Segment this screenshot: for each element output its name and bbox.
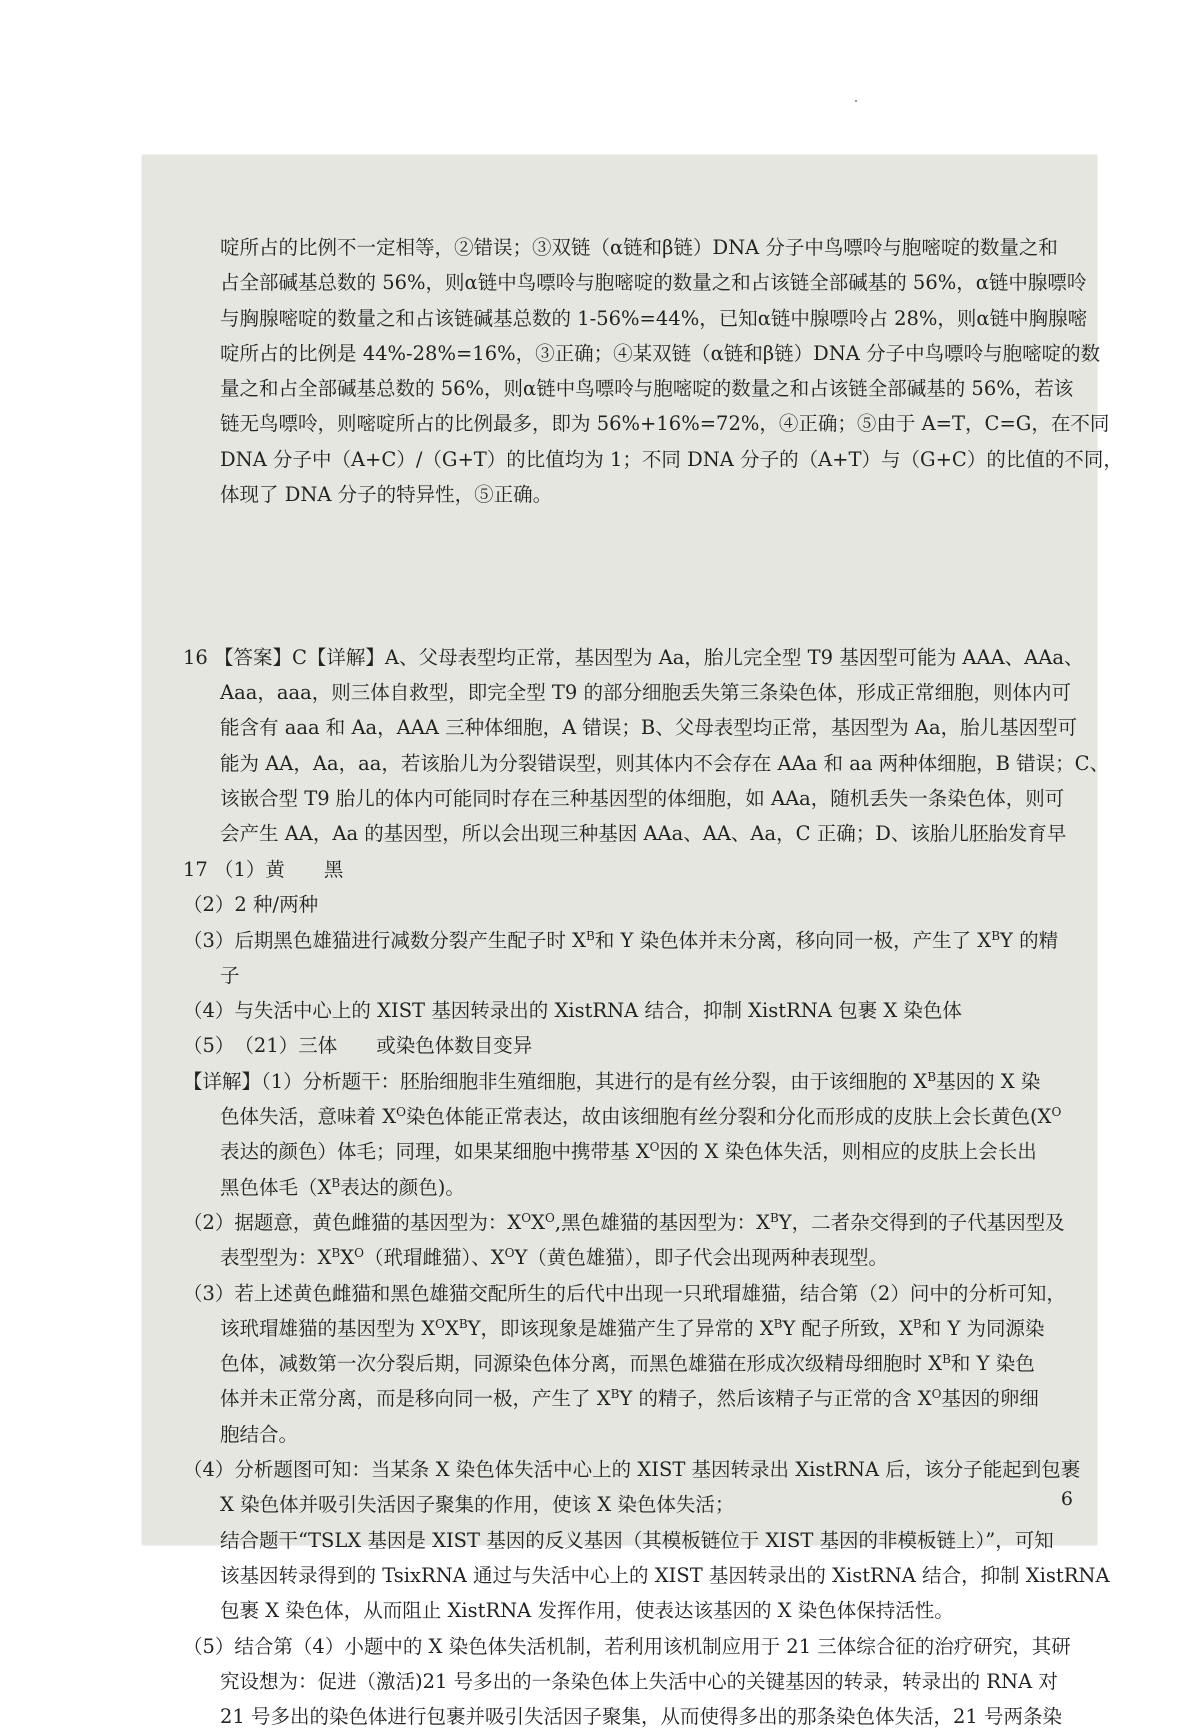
- text-line: 啶所占的比例不一定相等，②错误；③双链（α链和β链）DNA 分子中鸟嘌呤与胞嘧啶的数量之和: [220, 236, 1058, 259]
- detail-4-line2: X 染色体并吸引失活因子聚集的作用，使该 X 染色体失活；: [220, 1493, 735, 1517]
- q17-answer-3-cont: 子: [220, 963, 240, 987]
- detail-5-line2: 究设想为：促进（激活)21 号多出的一条染色体上失活中心的关键基因的转录，转录出的 RNA 对: [220, 1669, 1058, 1693]
- text-line: 链无鸟嘌呤，则嘧啶所占的比例最多，即为 56%+16%=72%，④正确；⑤由于 A=T，C=G，在不同: [220, 412, 1110, 436]
- q16-answer-continued: [220, 675, 1109, 851]
- detail-1-line3: 表达的颜色）体毛；同理，如果某细胞中携带基 $X^O$因的 X 染色体失活，则相应的皮肤上会长出: [220, 1140, 1037, 1164]
- detail-1-line1: 【详解】（1）分析题干：胚胎细胞非生殖细胞，其进行的是有丝分裂，由于该细胞的 $X^B$基因的 X 染: [183, 1069, 1041, 1093]
- text-line: 啶所占的比例是 44%-28%=16%，③正确；④某双链（α链和β链）DNA 分子中鸟嘌呤与胞嘧啶的数: [220, 341, 1101, 365]
- detail-2-line1: （2）据题意，黄色雌猫的基因型为：$X^OX^O$,黑色雄猫的基因型为：$X^BY$，二者杂交得到的子代基因型及: [183, 1210, 1065, 1234]
- detail-2-line2: 表型型为：$X^BX^O$（玳瑁雌猫）、$X^OY$（黄色雄猫），即子代会出现两种表现型。: [220, 1246, 889, 1270]
- text-line: 16 【答案】C【详解】A、父母表型均正常，基因型为 Aa，胎儿完全型 T9 基因型可能为 AAA、AAa、: [183, 646, 1084, 669]
- detail-5-line1: （5）结合第（4）小题中的 X 染色体失活机制，若利用该机制应用于 21 三体综合征的治疗研究，其研: [183, 1634, 1071, 1658]
- q17-answer-4: （4）与失活中心上的 XIST 基因转录出的 XistRNA 结合，抑制 XistRNA 包裹 X 染色体: [183, 999, 962, 1023]
- q15-explanation-tail: [220, 230, 1123, 512]
- q17-answer-2: （2）2 种/两种: [183, 893, 319, 917]
- q17-answer-5: （5） （21）三体 或染色体数目变异: [183, 1034, 533, 1058]
- detail-1-line4: 黑色体毛（$X^B$表达的颜色)。: [220, 1175, 465, 1199]
- q16-answer-first-line: [183, 640, 1083, 675]
- detail-1-line2: 色体失活，意味着 $X^O$染色体能正常表达，故由该细胞有丝分裂和分化而形成的皮肤上会长黄色($X^O$: [220, 1105, 1062, 1129]
- text-line: 占全部碱基总数的 56%，则α链中鸟嘌呤与胞嘧啶的数量之和占该链全部碱基的 56%，α链中腺嘌呤: [220, 271, 1087, 295]
- q17-section: [183, 852, 1110, 1734]
- detail-3-line1: （3）若上述黄色雌猫和黑色雄猫交配所生的后代中出现一只玳瑁雄猫，结合第（2）问中的分析可知，: [183, 1281, 1066, 1305]
- detail-4-line3: 结合题干“TSLX 基因是 XIST 基因的反义基因（其模板链位于 XIST 基因的非模板链上）”，可知: [220, 1528, 1054, 1552]
- text-line: 会产生 AA，Aa 的基因型，所以会出现三种基因 AAa、AA、Aa，C 正确；D、该胎儿胚胎发育早: [220, 822, 1067, 846]
- detail-3-line5: 胞结合。: [220, 1422, 299, 1446]
- text-line: 能为 AA，Aa，aa，若该胎儿为分裂错误型，则其体内不会存在 AAa 和 aa 两种体细胞，B 错误；C、: [220, 751, 1110, 775]
- detail-4-line1: （4）分析题图可知：当某条 X 染色体失活中心上的 XIST 基因转录出 XistRNA 后，该分子能起到包裹: [183, 1458, 1081, 1482]
- text-line: 与胸腺嘧啶的数量之和占该链碱基总数的 1-56%=44%，已知α链中腺嘌呤占 28%，则α链中胸腺嘧: [220, 306, 1088, 330]
- q17-answer-1: 17 （1）黄 黑: [183, 858, 344, 881]
- stray-dot: [855, 100, 857, 102]
- text-line: 该嵌合型 T9 胎儿的体内可能同时存在三种基因型的体细胞，如 AAa，随机丢失一条染色体，则可: [220, 786, 1065, 810]
- detail-5-line3: 21 号多出的染色体进行包裹并吸引失活因子聚集，从而使得多出的那条染色体失活，21 号两条染: [220, 1705, 1063, 1729]
- text-line: DNA 分子中（A+C）/（G+T）的比值均为 1；不同 DNA 分子的（A+T）与（G+C）的比值的不同，: [220, 447, 1123, 471]
- detail-4-line5: 包裹 X 染色体，从而阻止 XistRNA 发挥作用，使表达该基因的 X 染色体保持活性。: [220, 1599, 954, 1623]
- q17-answer-3: （3）后期黑色雄猫进行减数分裂产生配子时 $X^B$和 Y 染色体并未分离，移向同一极，产生了 $X^BY$ 的精: [183, 928, 1059, 952]
- text-line: 量之和占全部碱基总数的 56%，则α链中鸟嘌呤与胞嘧啶的数量之和占该链全部碱基的 56%，若该: [220, 377, 1074, 401]
- page-number: 6: [1060, 1488, 1073, 1510]
- detail-4-line4: 该基因转录得到的 TsixRNA 通过与失活中心上的 XIST 基因转录出的 XistRNA 结合，抑制 XistRNA: [220, 1563, 1110, 1587]
- text-line: Aaa，aaa，则三体自救型，即完全型 T9 的部分细胞丢失第三条染色体，形成正常细胞，则体内可: [220, 681, 1072, 704]
- detail-3-line3: 色体，减数第一次分裂后期，同源染色体分离，而黑色雄猫在形成次级精母细胞时 $X^B$和 Y 染色: [220, 1352, 1035, 1376]
- detail-3-line2: 该玳瑁雄猫的基因型为 $X^OX^BY$，即该现象是雄猫产生了异常的 $X^BY$ 配子所致，$X^B$和 Y 为同源染: [220, 1316, 1045, 1340]
- scanned-page: [142, 155, 1123, 1729]
- text-line: 能含有 aaa 和 Aa，AAA 三种体细胞，A 错误；B、父母表型均正常，基因型为 Aa，胎儿基因型可: [220, 716, 1078, 740]
- detail-3-line4: 体并未正常分离，而是移向同一极，产生了 $X^BY$ 的精子，然后该精子与正常的含 $X^O$基因的卵细: [220, 1387, 1039, 1411]
- text-line: 体现了 DNA 分子的特异性，⑤正确。: [220, 483, 553, 507]
